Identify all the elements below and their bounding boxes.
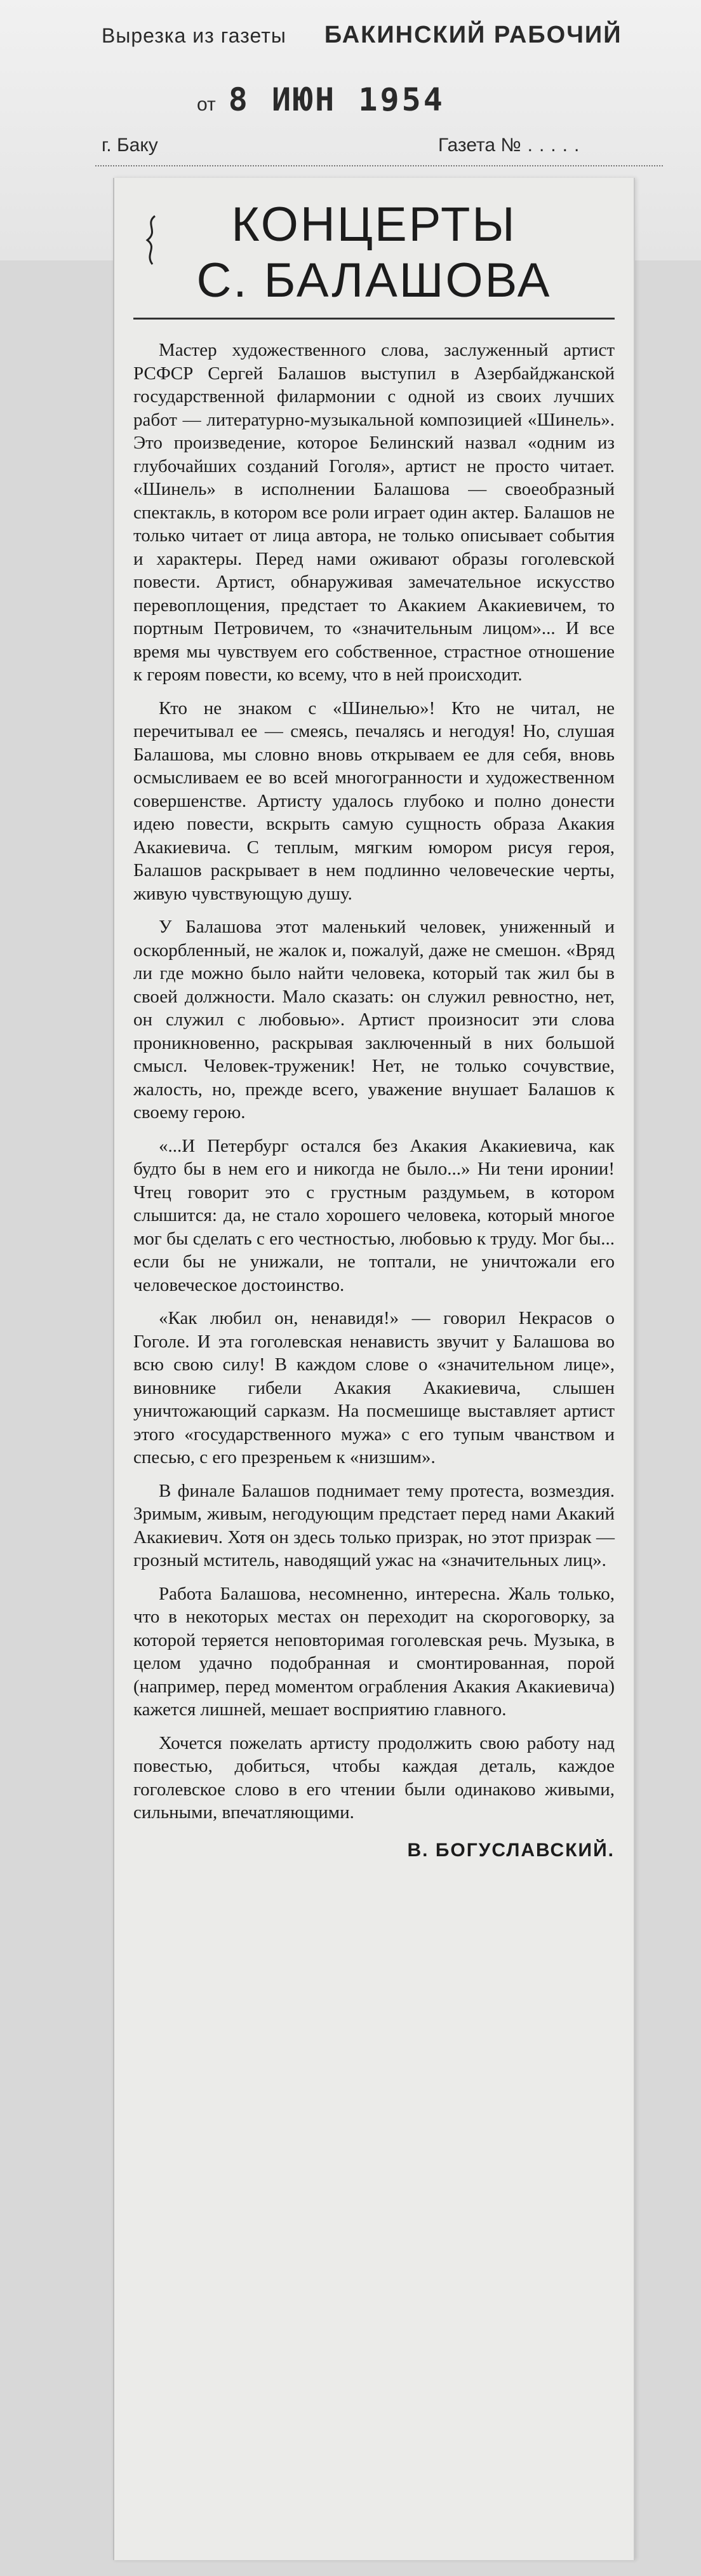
clipping-city: г. Баку xyxy=(102,135,158,156)
card-divider xyxy=(95,165,663,166)
paragraph-7: Работа Балашова, несомненно, интересна. Жаль только, что в некоторых местах он переходит на скороговорку, за которой теряется неповторимая гоголевская речь. Музыка, в целом удачно подобранная и смонтированная, порой (например, перед моментом ограбления Акакия Акакиевича) кажется лишней, мешает восприятию главного. xyxy=(133,1583,615,1720)
article-title-line-1: КОНЦЕРТЫ xyxy=(231,198,517,252)
paragraph-6: В финале Балашов поднимает тему протеста, возмездия. Зримым, живым, негодующим предстает перед нами Акакий Акакиевич. Хотя он здесь только призрак, но этот призрак — грозный мститель, наводящий ужас на «значительных лиц». xyxy=(133,1480,615,1570)
clipping-header xyxy=(102,22,622,49)
date-stamp: 8 ИЮН 1954 xyxy=(228,81,445,118)
paragraph-3: У Балашова этот маленький человек, униженный и оскорбленный, не жалок и, пожалуй, даже не смешон. «Вряд ли где можно было найти человека, который так жил бы в своей должности. Мало сказать: он служил ревностно, нет, он служил с любовью». Артист произносит эти слова проникновенно, раскрывая заключенный в них большой смысл. Человек-труженик! Нет, не только сочувствие, жалость, но, прежде всего, уважение внушает Балашов к своему герою. xyxy=(133,917,615,1123)
paragraph-2: Кто не знаком с «Шинелью»! Кто не читал, не перечитывал ее — смеясь, печалясь и негодуя! Но, слушая Балашова, мы словно вновь открываем ее для себя, вновь осмысливаем ее во всей многогранности и художественном совершенстве. Артисту удалось глубоко и полно донести идею повести, вскрыть самую сущность образа Акакия Акакиевича. С теплым, мягким юмором рисуя героя, Балашов раскрывает в нем подлинно человеческие черты, живую чувствующую душу. xyxy=(133,698,615,904)
article-body xyxy=(133,339,615,1824)
clipping-label: Вырезка из газеты xyxy=(102,24,286,47)
pen-mark-icon xyxy=(142,215,161,266)
author-signature: В. БОГУСЛАВСКИЙ. xyxy=(407,1839,615,1861)
newspaper-clipping xyxy=(113,178,635,2560)
paragraph-1: Мастер художественного слова, заслуженный артист РСФСР Сергей Балашов выступил в Азербайджанской государственной филармонии с одной из своих лучших работ — литературно-музыкальной композицией «Шинель». Это произведение, которое Белинский назвал «одним из глубочайших созданий Гоголя», артист не просто читает. «Шинель» в исполнении Балашова — своеобразный спектакль, в котором все роли играет один актер. Балашов не только читает от лица автора, не только описывает события и характеры. Перед нами оживают образы гоголевской повести. Артист, обнаруживая замечательное искусство перевоплощения, предстает то Акакием Акакиевичем, то портным Петровичем, то «значительным лицом»... И все время мы чувствуем его собственное, страстное отношение к героям повести, ко всему, что в ней происходит. xyxy=(133,340,615,685)
newspaper-name: БАКИНСКИЙ РАБОЧИЙ xyxy=(324,22,622,48)
paragraph-5: «Как любил он, ненавидя!» — говорил Некрасов о Гоголе. И эта гоголевская ненависть звучит у Балашова во всю свою силу! В каждом слове о «значительном лице», виновнике гибели Акакия Акакиевича, слышен уничтожающий сарказм. На посмешище выставляет артист этого «государственного мужа» с его тупым чванством и спесью, с его презреньем к «низшим». xyxy=(133,1308,615,1467)
date-prefix: от xyxy=(197,94,216,115)
clipping-issue xyxy=(438,135,585,156)
paragraph-4: «...И Петербург остался без Акакия Акакиевича, как будто бы в нем его и никогда не было...» Ни тени иронии! Чтец говорит это с грустным раздумьем, в котором слышится: да, не стало хорошего человека, который многое мог бы сделать с его честностью, любовью к труду. Мог бы... если бы не унижали, не топтали, не уничтожали его человеческое достоинство. xyxy=(133,1135,615,1295)
clipping-date xyxy=(197,81,445,118)
article-title-line-2: С. БАЛАШОВА xyxy=(196,253,552,307)
issue-dots: ..... xyxy=(527,135,586,156)
article-title xyxy=(133,194,615,309)
issue-label: Газета № xyxy=(438,135,521,156)
title-divider xyxy=(133,318,615,320)
paragraph-8: Хочется пожелать артисту продолжить свою работу над повестью, добиться, чтобы каждая деталь, каждое гоголевское слово в его чтении были одинаково живыми, сильными, впечатляющими. xyxy=(133,1732,615,1823)
